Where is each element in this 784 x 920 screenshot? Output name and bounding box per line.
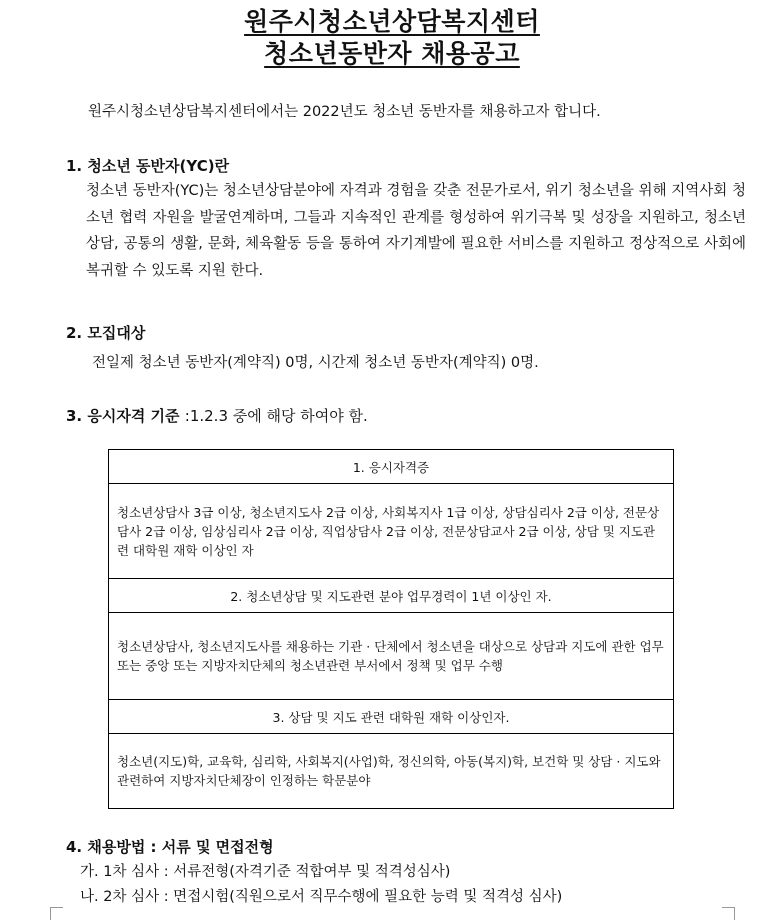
document-title-line-1: 원주시청소년상담복지센터 (244, 7, 540, 36)
qualification-row-3-header: 3. 상담 및 지도 관련 대학원 재학 이상인자. (109, 700, 674, 734)
qualification-table (108, 449, 674, 809)
section-4-item-1: 가. 1차 심사 : 서류전형(자격기준 적합여부 및 적격성심사) (80, 864, 451, 880)
section-4-heading: 4. 채용방법 : 서류 및 면접전형 (66, 838, 274, 856)
section-1-heading: 1. 청소년 동반자(YC)란 (66, 157, 230, 175)
qualification-row-2-header: 2. 청소년상담 및 지도관련 분야 업무경력이 1년 이상인 자. (109, 579, 674, 613)
section-3-heading-note: :1.2.3 중에 해당 하여야 함. (184, 407, 368, 425)
section-2-heading: 2. 모집대상 (66, 324, 146, 342)
document-title-line-2: 청소년동반자 채용공고 (264, 39, 520, 68)
section-1-body: 청소년 동반자(YC)는 청소년상담분야에 자격과 경험을 갖춘 전문가로서, 위기 청소년을 위해 지역사회 청소년 협력 자원을 발굴연계하며, 그들과 지속적인 관계를 형성하여 위기극복 및 성장을 지원하고, 청소년상담, 공통의 생활, 문화, 체육활동 등을 통하여 자기계발에 필요한 서비스를 지원하고 정상적으로 사회에 복귀할 수 있도록 지원 한다. (86, 183, 746, 279)
page-corner-mark-left (50, 907, 63, 920)
qualification-row-1-header: 1. 응시자격증 (109, 450, 674, 484)
section-4-item-2: 나. 2차 심사 : 면접시험(직원으로서 직무수행에 필요한 능력 및 적격성 심사) (80, 889, 563, 905)
qualification-row-2-body: 청소년상담사, 청소년지도사를 채용하는 기관 · 단체에서 청소년을 대상으로 상담과 지도에 관한 업무 또는 중앙 또는 지방자치단체의 청소년관련 부서에서 정책 및 업무 수행 (109, 613, 674, 700)
qualification-row-1-body: 청소년상담사 3급 이상, 청소년지도사 2급 이상, 사회복지사 1급 이상, 상담심리사 2급 이상, 전문상담사 2급 이상, 임상심리사 2급 이상, 직업상담사 2급 이상, 전문상담교사 2급 이상, 상담 및 지도관련 대학원 재학 이상인 자 (109, 484, 674, 579)
section-3-heading (66, 405, 368, 426)
page-corner-mark-right (722, 907, 735, 920)
section-2-body: 전일제 청소년 동반자(계약직) 0명, 시간제 청소년 동반자(계약직) 0명. (92, 355, 539, 371)
intro-paragraph: 원주시청소년상담복지센터에서는 2022년도 청소년 동반자를 채용하고자 합니다. (88, 104, 601, 120)
qualification-row-3-body: 청소년(지도)학, 교육학, 심리학, 사회복지(사업)학, 정신의학, 아동(복지)학, 보건학 및 상담 · 지도와 관련하여 지방자치단체장이 인정하는 학문분야 (109, 734, 674, 809)
section-3-heading-title: 3. 응시자격 기준 (66, 407, 180, 425)
